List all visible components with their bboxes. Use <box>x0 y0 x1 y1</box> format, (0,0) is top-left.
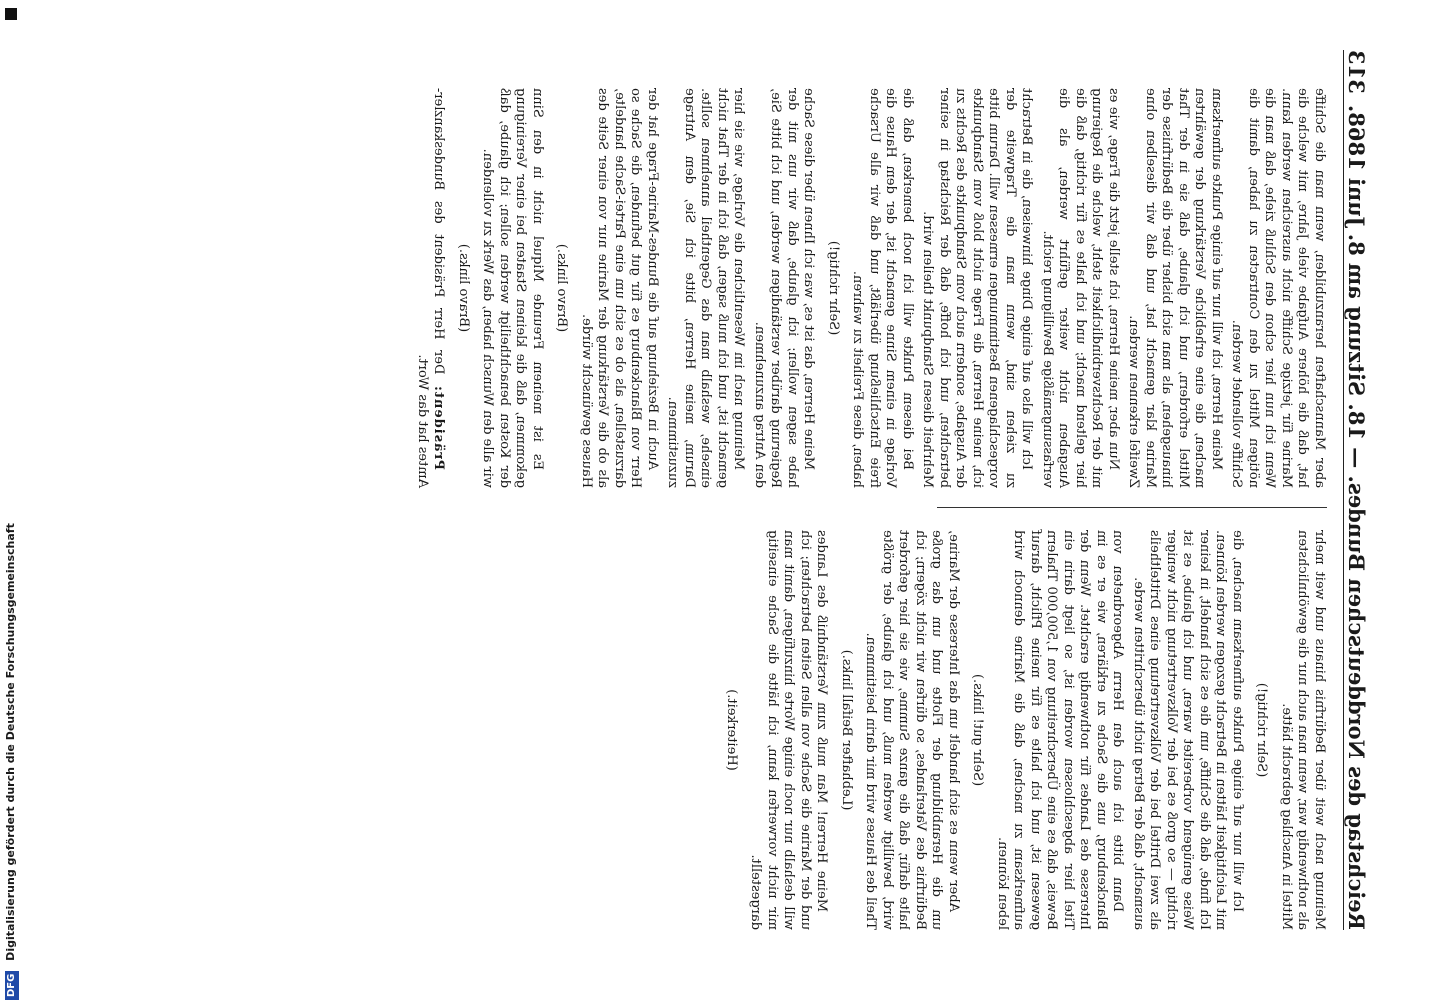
paragraph: Meinung nach im Wesentlichen die Vorlage, wie sie hier gemacht ist, und ich muß sagen, daß ich in der That nicht einsehe, weshalb man das Gegentheil annehmen sollte. Darum, meine Herren, bitte ich Sie, dem Antrage zuzustimmen. <box>665 88 747 488</box>
paragraph: Bei diesem Punkte will ich noch bemerken, daß die Vorlage in einem Sinne gemacht ist, der dem Hause die freie Entschließung überläßt, und daß wir alle Ursache haben, diese Freiheit zu wahren. <box>850 88 915 488</box>
dfg-logo: DFG <box>5 971 19 1000</box>
interjection: (Bravo links.) <box>554 243 570 333</box>
paragraph: Aber wenn es sich handelt um das Interesse der Marine, um die Heranbildung der Flotte und um das große Bedürfnis des Vaterlandes, so dürfen wir nicht zögern; ich halte dafür, daß die ganze Summe, wie sie hier gefordert wird, bewilligt werden muß, und ich glaube, der größte Theil des Hauses wird mir darin beistimmen. <box>863 530 961 930</box>
paragraph: Ich will nur auf einige Punkte aufmerksam machen, die mit Leichtigkeit hätten in Betracht gezogen werden können. Ich finde, daß die Schiffe, um die es sich handelt, in keiner Weise genügend vorbereitet waren, und ich glaube, es ist richtig — so groß es bei der Volksvertretung nicht weniger als zwei Drittel bei der Volksvertretung eines Dritteltheils ausmacht, daß der Betrag nicht überschritten werde. <box>1131 530 1245 930</box>
speaker-label: Präsident: <box>431 385 447 470</box>
paragraph: Meinung nach weit über Bedürfnis hinaus und weit mehr als nothwendig war, wenn man auch nur die gewöhnlichsten Mittel in Anschlag gebracht hätte. <box>1279 530 1327 930</box>
page-title: Reichstag des Norddeutschen Bundes. — 18. Sitzung am 8. Juni 1868. <box>1344 104 1369 930</box>
president-text: Der Herr Präsident des Bundeskanzler-Amtes hat das Wort. <box>415 87 447 488</box>
paragraph: Meine Herren, das ist es, was ich Ihnen über diese Sache habe sagen wollen; ich glaube, daß wir uns mit der Regierung darüber verständigen werden, und ich bitte Sie, den Antrag anzunehmen. <box>752 88 817 488</box>
right-column <box>40 88 1327 488</box>
left-column <box>40 530 1327 930</box>
digitization-credit-text: Digitalisierung gefördert durch die Deutsche Forschungsgemeinschaft <box>4 523 17 961</box>
paragraph: aber Mannschaften heranzubilden, wenn man die Schiffe hat, daß die höhere Aufgabe viele Jahre, mit welche die Marine für jetzige Schiffe nicht ausreichen werden kann. Wenn ich nun hier schon den Schluß ziehe, daß man die nötigen Mittel zu den Contracten zu haben, damit die Schiffe vollendet werden. <box>1229 88 1327 488</box>
interjection: (Lebhafter Beifall links.) <box>839 649 854 811</box>
paragraph: Meine Herren, ich will nur auf einige Punkte aufmerksam machen, die eine erhebliche Verstärkung der gewährten Mittel erfordern, und ich glaube, daß sie in der That hinausgehen, als man sich bisher über die Bedürfnisse der Marine klar gemacht hat, und daß wir dieselben ohne Zweifel erkennen werden. <box>1126 88 1224 488</box>
interjection: (Bravo links.) <box>456 243 471 333</box>
paragraph: Auch in Beziehung auf die Bundes-Marine-Frage hat der Herr von Blanckenburg es für gut befunden, die Sache so darzustellen, als ob es sich um eine Partei-Sache handelte, als ob die Verstärkung der Marine nur von einer Seite des Hauses gewünscht würde. <box>579 88 660 488</box>
paragraph: Ich will also auf einige Dinge hinweisen, die in Betracht zu ziehen sind, wenn man die Tragweite der vorgeschlagenen Bestimmungen ermessen will. Darum bitte ich, meine Herren, die Frage nicht bloß vom Standpunkte der Ausgabe, sondern auch vom Standpunkte des Rechts zu betrachten, und ich hoffe, daß der Reichstag in seiner Mehrheit diesen Standpunkt theilen wird. <box>920 88 1035 488</box>
page-number: 313 <box>1344 50 1369 94</box>
paragraph: Dann bitte ich auch den Herrn Abgeordneten von Blanckenburg, uns die Sache zu erklären, wie er es im Interesse des Landes für nothwendig erachtet. Wenn der Titel hier abgeschlossen worden ist, so liegt darin ein Beweis, daß es eine Überschreitung von 1,500,000 Thalern gewesen ist, und ich halte es für meine Pflicht, darauf aufmerksam zu machen, daß die Marine dennoch wird leben können. <box>995 530 1126 930</box>
paragraph: Meine Herren! Man muß zum Verständniß des Landes und der Marine die Sache von allen Seiten betrachten; ich will deshalb nur noch einige Worte hinzufügen, damit man mir nicht vorwerfen kann, ich hätte die Sache einseitig dargestellt. <box>748 530 830 930</box>
page-header <box>1343 50 1384 930</box>
interjection: (Heiterkeit.) <box>724 689 739 771</box>
interjection: (Sehr gut! links.) <box>970 673 986 787</box>
interjection: (Sehr richtig!) <box>1254 682 1270 778</box>
president-statement <box>414 88 447 488</box>
paragraph: Nun aber, meine Herren, ich stelle jetzt die Frage, wie es mit der Rechtsverbindlichkeit steht, welche die Regierung hier geltend macht; und ich halte es für richtig, daß die Ausgaben nicht weiter geführt werden, als die verfassungsmäßige Bewilligung reicht. <box>1040 88 1121 488</box>
column-divider <box>937 507 1327 508</box>
interjection: (Sehr richtig!) <box>826 240 841 336</box>
paragraph: Es ist meinem Freunde Miquel nicht in den Sinn gekommen, daß die kleinen Staaten bei einer Vereinigung der Kosten benachtheiligt werden sollen; ich glaube, daß wir alle den Wunsch haben, das Werk zu vollenden. <box>480 88 545 488</box>
